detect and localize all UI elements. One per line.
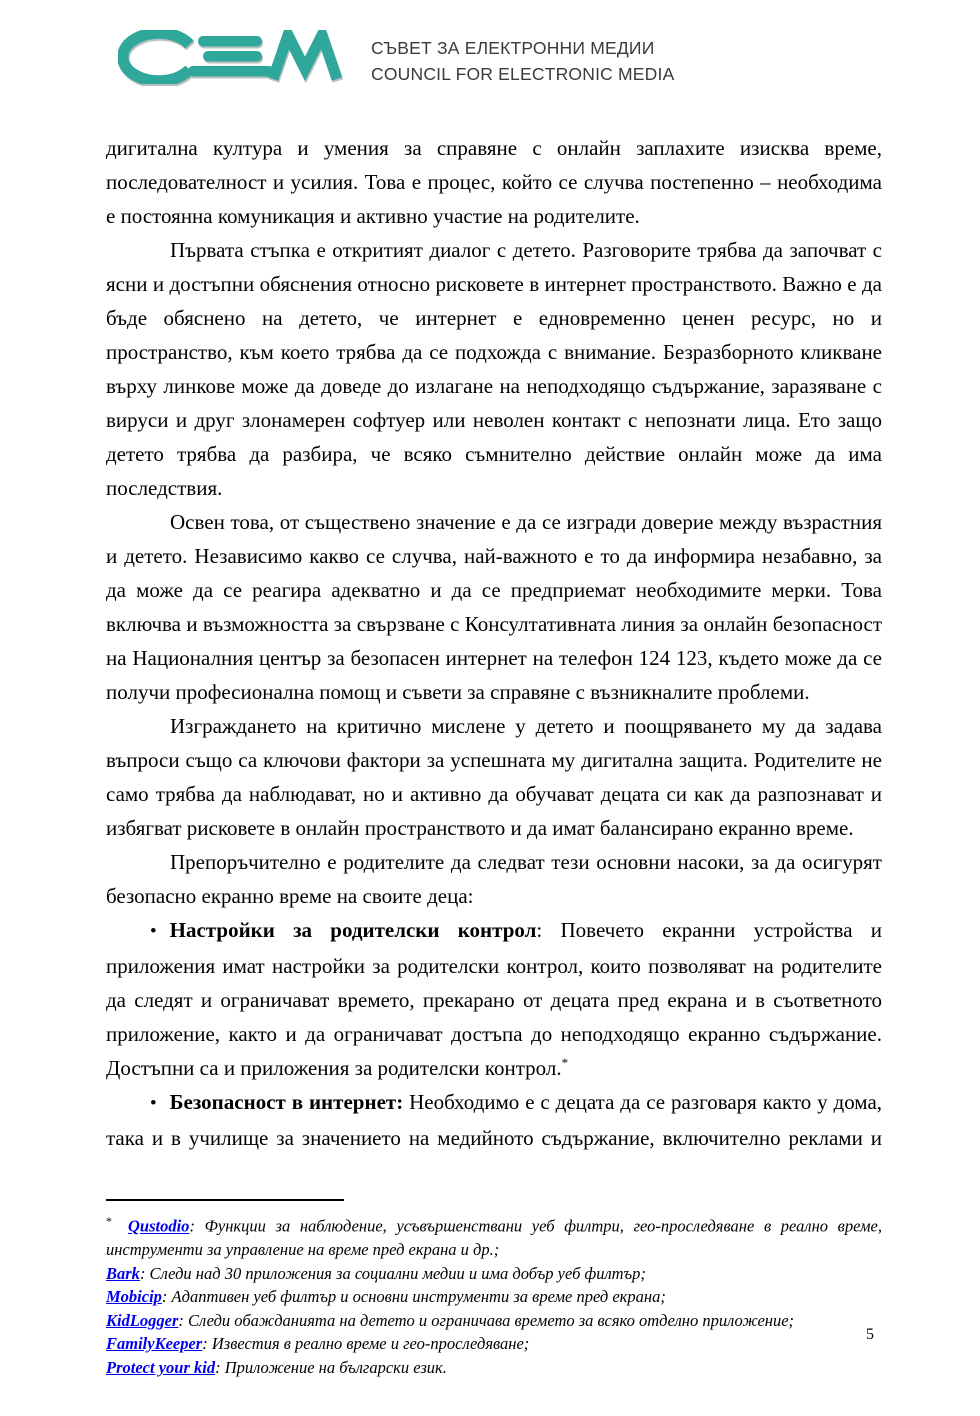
footnote-marker: * xyxy=(106,1214,112,1228)
footnote-item xyxy=(106,1210,882,1262)
bullet-icon: • xyxy=(150,921,157,942)
bullet-text: Повечето екранни устройства и приложения имат настройки за родителски контрол, които позволяват на родителите да следят и ограничават времето, прекарано от децата пред екрана и в съответното приложение, както и да ограничават достъпа до неподходящо екранно съдържание. Достъпни са и приложения за родителски контрол. xyxy=(106,918,882,1080)
footnote-link-qustodio[interactable]: Qustodio xyxy=(128,1216,190,1236)
bullet-item-internet-safety xyxy=(106,1085,882,1155)
footnote-text: : Адаптивен уеб филтър и основни инструменти за време пред екрана; xyxy=(161,1287,666,1306)
footnote-text: : Следи обажданията на детето и ограничава времето за всяко отделно приложение; xyxy=(178,1310,795,1330)
footnote-item xyxy=(106,1285,882,1309)
page-number: 5 xyxy=(866,1326,874,1343)
footnote-item xyxy=(106,1262,882,1286)
body-paragraph: Изграждането на критично мислене у детето и поощряването му да задава въпроси също са ключови фактори за успешната му дигитална защита. Родителите не само трябва да наблюдават, но и активно да обучават децата си как да разпознават и избягват рисковете в онлайн пространството и да имат балансирано екранно време. xyxy=(106,714,882,840)
bullet-label: Настройки за родителски контрол xyxy=(169,918,537,942)
footnotes-section xyxy=(106,1199,882,1379)
footnote-link-mobicip[interactable]: Mobicip xyxy=(106,1287,162,1306)
bullet-icon: • xyxy=(150,1093,157,1114)
footnote-link-kidlogger[interactable]: KidLogger xyxy=(106,1310,179,1330)
footnote-text: : Приложение на български език. xyxy=(215,1357,447,1377)
body-paragraph: Освен това, от съществено значение е да се изгради доверие между възрастния и детето. Независимо какво се случва, най-важното е то да информира незабавно, за да може да се реагира адекватно и да се предприемат необходимите мерки. Това включва и възможността за свързване с Консултативната линия за онлайн безопасност на Националния център за безопасен интернет на телефон 124 123, където може да се получи професионална помощ и съвети за справяне с възникналите проблеми. xyxy=(106,510,882,704)
footnote-text: : Известия в реално време и гео-проследяване; xyxy=(202,1334,530,1353)
cem-logo-icon xyxy=(118,30,343,84)
bullet-separator: : xyxy=(536,918,561,942)
org-names xyxy=(371,30,674,87)
body-paragraph: Препоръчително е родителите да следват тези основни насоки, за да осигурят безопасно екранно време на своите деца: xyxy=(106,850,882,908)
footnote-link-bark[interactable]: Bark xyxy=(106,1263,140,1283)
document-body xyxy=(106,131,882,1155)
footnote-reference-icon: * xyxy=(561,1055,569,1070)
footnote-text: : Функции за наблюдение, усъвършенствани уеб филтри, гео-проследяване в реално време, инструменти за управление на време пред екрана и др.; xyxy=(106,1216,882,1259)
bullet-text: Необходимо е с децата да се разговаря както у дома, така и в училище за значението на медийното съдържание, включително реклами и xyxy=(106,1090,883,1150)
bullet-label: Безопасност в интернет: xyxy=(169,1090,404,1114)
body-paragraph: дигитална култура и умения за справяне с онлайн заплахите изисква време, последователност и усилия. Това е процес, който се случва постепенно – необходима е постоянна комуникация и активно участие на родителите. xyxy=(106,136,882,228)
org-name-bg: СЪВЕТ ЗА ЕЛЕКТРОННИ МЕДИИ xyxy=(371,38,655,58)
footnote-link-protect-your-kid[interactable]: Protect your kid xyxy=(106,1357,216,1377)
footnote-text: : Следи над 30 приложения за социални медии и има добър уеб филтър; xyxy=(139,1263,646,1283)
footnote-item xyxy=(106,1332,882,1356)
footnote-item xyxy=(106,1356,882,1380)
footnote-separator xyxy=(106,1199,344,1201)
footnote-link-familykeeper[interactable]: FamilyKeeper xyxy=(106,1334,203,1353)
bullet-item-parental-controls xyxy=(106,913,882,1085)
body-paragraph: Първата стъпка е откритият диалог с детето. Разговорите трябва да започват с ясни и достъпни обяснения относно рисковете в интернет пространството. Важно е да бъде обяснено на детето, че интернет е едновременно ценен ресурс, но и пространство, към което трябва да се подхожда с внимание. Безразборното кликване върху линкове може да доведе до излагане на неподходящо съдържание, заразяване с вируси и друг злонамерен софтуер или неволен контакт с непознати лица. Ето защо детето трябва да разбира, че всяко съмнително действие онлайн може да има последствия. xyxy=(106,238,882,500)
page-header xyxy=(118,30,890,87)
org-name-en: COUNCIL FOR ELECTRONIC MEDIA xyxy=(371,64,675,84)
footnote-item xyxy=(106,1309,882,1333)
logo-text xyxy=(343,30,344,31)
